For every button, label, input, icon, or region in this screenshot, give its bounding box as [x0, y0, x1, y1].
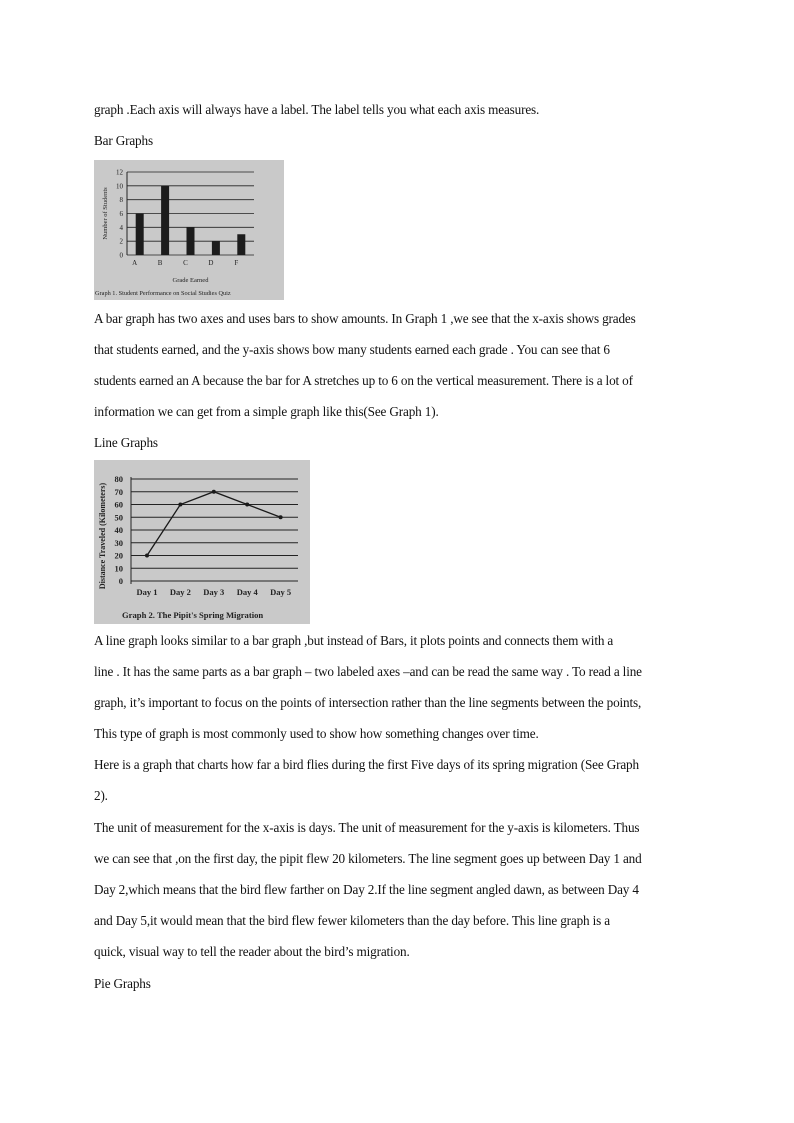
line-text-line-8: we can see that ,on the first day, the pipit flew 20 kilometers. The line segment goes up between Day 1 and: [94, 851, 642, 866]
bar-graphs-heading: Bar Graphs: [94, 133, 153, 148]
line-text-line-3: graph, it’s important to focus on the points of intersection rather than the line segments between the points,: [94, 695, 642, 710]
line-text-line-5: Here is a graph that charts how far a bird flies during the first Five days of its spring migration (See Graph: [94, 757, 639, 772]
line-text-line-10: and Day 5,it would mean that the bird flew fewer kilometers than the day before. This line graph is a: [94, 913, 610, 928]
line-series-distance: [147, 492, 281, 556]
line-text-line-6: 2).: [94, 788, 108, 803]
bar-x-axis-label: Grade Earned: [172, 277, 209, 284]
intro-text: graph .Each axis will always have a label. The label tells you what each axis measures.: [94, 102, 540, 117]
bar-text-line-4: information we can get from a simple graph like this(See Graph 1).: [94, 404, 439, 419]
line-x-tick-label-day-3: Day 3: [203, 587, 225, 597]
bar-y-tick-label-3: 6: [119, 210, 123, 218]
line-point-day-2: [178, 503, 182, 507]
line-text-line-11: quick, visual way to tell the reader about the bird’s migration.: [94, 944, 410, 959]
line-y-tick-label-0: 0: [118, 576, 123, 586]
bar-y-tick-label-1: 2: [119, 237, 123, 246]
line-text-line-4: This type of graph is most commonly used to show how something changes over time.: [94, 726, 539, 741]
line-text-line-1: A line graph looks similar to a bar graph ,but instead of Bars, it plots points and connects them with a: [94, 633, 614, 648]
line-y-tick-label-4: 40: [114, 525, 123, 535]
bar-y-tick-label-5: 10: [116, 182, 123, 191]
bar-x-tick-label-a: A: [132, 259, 138, 267]
line-x-tick-label-day-2: Day 2: [169, 587, 191, 597]
bar-text-line-1: A bar graph has two axes and uses bars to show amounts. In Graph 1 ,we see that the x-axis shows grades: [94, 311, 636, 326]
bar-y-tick-label-4: 8: [119, 196, 123, 205]
line-y-tick-label-6: 60: [114, 499, 123, 510]
line-y-tick-label-5: 50: [114, 512, 123, 523]
bar-y-tick-label-0: 0: [119, 251, 123, 260]
line-y-tick-label-7: 70: [114, 486, 123, 497]
bar-b: [161, 186, 169, 255]
line-x-tick-label-day-1: Day 1: [136, 587, 158, 597]
bar-x-tick-label-d: D: [208, 259, 214, 267]
line-chart-title: Graph 2. The Pipit's Spring Migration: [122, 610, 264, 620]
bar-chart-title: Graph 1. Student Performance on Social Studies Quiz: [95, 290, 231, 297]
bar-text-line-2: that students earned, and the y-axis shows bow many students earned each grade . You can see that 6: [94, 342, 610, 357]
line-y-axis-label: Distance Traveled (Kilometers): [98, 482, 107, 590]
line-x-tick-label-day-4: Day 4: [236, 587, 258, 597]
bar-x-tick-label-b: B: [157, 259, 163, 267]
bar-y-tick-label-6: 12: [116, 168, 123, 177]
bar-chart: [94, 160, 284, 300]
line-text-line-9: Day 2,which means that the bird flew farther on Day 2.If the line segment angled dawn, as between Day 4: [94, 882, 639, 897]
bar-c: [187, 227, 195, 255]
line-point-day-4: [245, 503, 249, 507]
bar-a: [136, 214, 144, 256]
line-graphs-heading: Line Graphs: [94, 435, 158, 450]
line-x-tick-label-day-5: Day 5: [270, 587, 292, 597]
bar-graph-figure: [94, 160, 284, 300]
bar-text-line-3: students earned an A because the bar for A stretches up to 6 on the vertical measurement. There is a lot of: [94, 373, 633, 388]
line-y-tick-label-2: 20: [114, 550, 123, 561]
line-graph-figure: [94, 460, 310, 624]
line-y-tick-label-3: 30: [114, 537, 123, 548]
line-y-tick-label-8: 80: [114, 474, 123, 484]
line-point-day-5: [279, 515, 283, 519]
line-point-day-1: [145, 554, 149, 558]
bar-x-tick-label-f: F: [234, 259, 239, 267]
bar-d: [212, 241, 220, 255]
line-text-line-2: line . It has the same parts as a bar graph – two labeled axes –and can be read the same way . To read a line: [94, 664, 642, 679]
bar-f: [237, 234, 245, 255]
line-y-tick-label-1: 10: [114, 563, 123, 574]
bar-y-axis-label: Number of Students: [102, 187, 109, 240]
line-text-line-7: The unit of measurement for the x-axis is days. The unit of measurement for the y-axis is kilometers. Thus: [94, 820, 640, 835]
bar-x-tick-label-c: C: [183, 259, 188, 267]
line-point-day-3: [212, 490, 216, 494]
pie-graphs-heading: Pie Graphs: [94, 976, 151, 991]
line-chart: [94, 460, 310, 624]
bar-y-tick-label-2: 4: [119, 223, 123, 232]
